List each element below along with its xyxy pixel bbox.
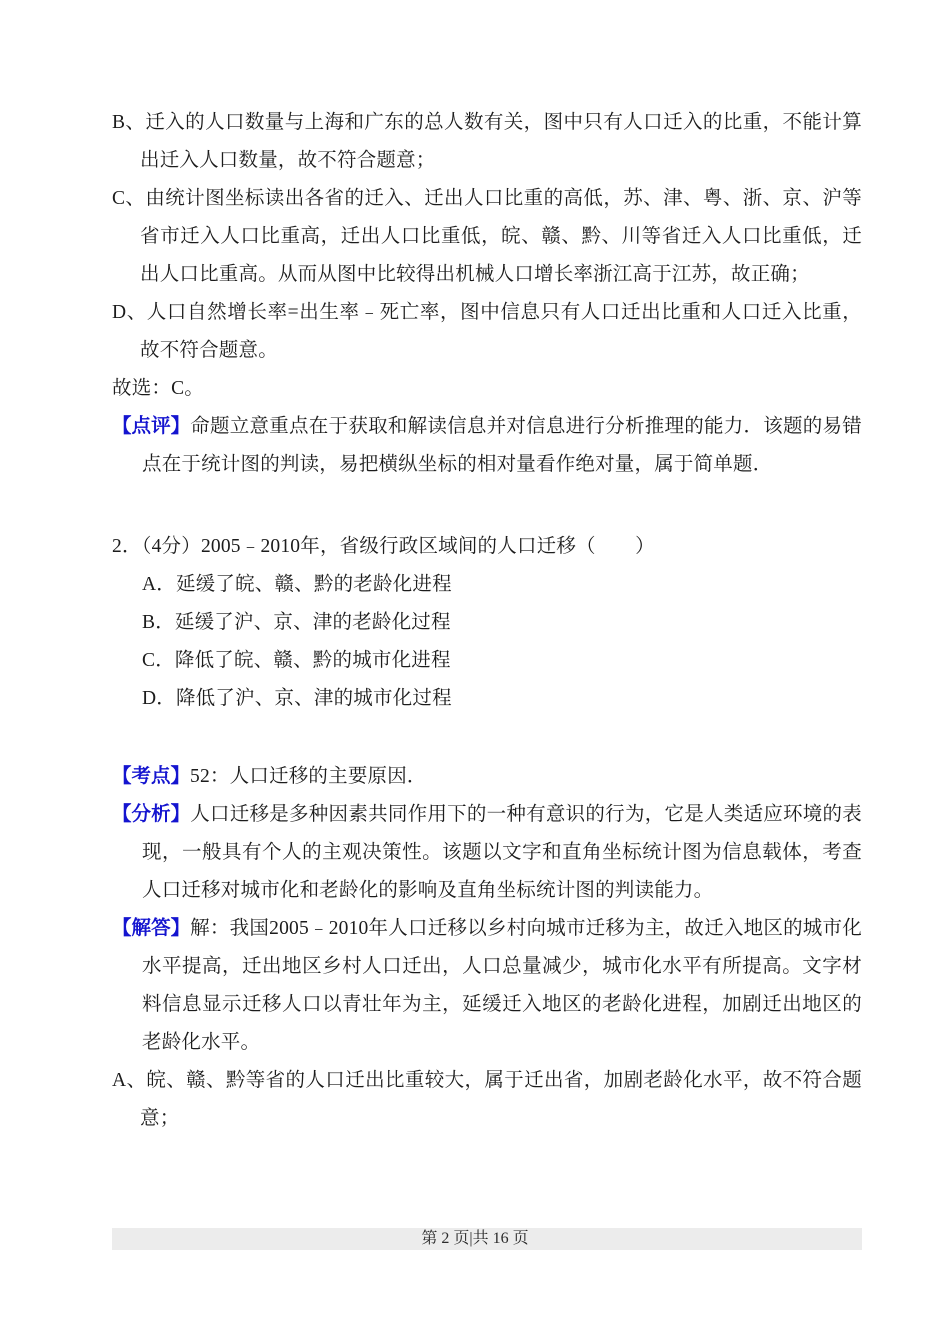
kaodian-text: 52：人口迁移的主要原因． xyxy=(190,766,427,787)
answer-line-d: D、人口自然增长率=出生率﹣死亡率，图中信息只有人口迁出比重和人口迁入比重，故不符合题意。 xyxy=(112,302,862,361)
answer-line-c: C、由统计图坐标读出各省的迁入、迁出人口比重的高低，苏、津、粤、浙、京、沪等省市迁入人口比重高，迁出人口比重低，皖、赣、黔、川等省迁入人口比重低，迁出人口比重高。从而从图中比较得出机械人口增长率浙江高于江苏，故正确； xyxy=(112,188,862,285)
jieda-text: 解：我国2005﹣2010年人口迁移以乡村向城市迁移为主，故迁入地区的城市化水平提高，迁出地区乡村人口迁出，人口总量减少，城市化水平有所提高。文字材料信息显示迁移人口以青壮年为主，延缓迁入地区的老龄化进程，加剧迁出地区的老龄化水平。 xyxy=(142,918,862,1053)
question-2-stem-text: （4分）2005﹣2010年，省级行政区域间的人口迁移（ ） xyxy=(141,536,655,557)
jieda-tag: 【解答】 xyxy=(112,918,191,939)
fenxi-text: 人口迁移是多种因素共同作用下的一种有意识的行为，它是人类适应环境的表现，一般具有个人的主观决策性。该题以文字和直角坐标统计图为信息载体，考查人口迁移对城市化和老龄化的影响及直角坐标统计图的判读能力。 xyxy=(142,804,862,901)
question-2-option-c[interactable]: C．降低了皖、赣、黔的城市化进程 xyxy=(142,650,451,671)
question-2-option-a[interactable]: A．延缓了皖、赣、黔的老龄化进程 xyxy=(142,574,452,595)
footer-total-prefix: 共 xyxy=(472,1230,489,1247)
jieda-paragraph xyxy=(112,910,862,1062)
footer-unit-1: 页 xyxy=(453,1230,470,1247)
section-gap-1 xyxy=(112,484,862,528)
footer-current-page: 2 xyxy=(441,1230,450,1247)
question-2-number: 2． xyxy=(112,536,142,557)
answer-conclusion: 故选：C。 xyxy=(112,378,205,399)
review-paragraph xyxy=(112,408,862,484)
footer-prefix: 第 xyxy=(421,1230,438,1247)
footer-page-indicator xyxy=(0,1226,950,1252)
question-2-stem xyxy=(112,528,862,566)
question-2-option-d[interactable]: D．降低了沪、京、津的城市化过程 xyxy=(142,688,452,709)
option-a-analysis: A、皖、赣、黔等省的人口迁出比重较大，属于迁出省，加剧老龄化水平，故不符合题意； xyxy=(112,1070,862,1129)
kaodian-paragraph xyxy=(112,758,862,796)
footer-separator: | xyxy=(469,1230,473,1247)
review-tag: 【点评】 xyxy=(112,416,191,437)
question-2-option-b[interactable]: B．延缓了沪、京、津的老龄化过程 xyxy=(142,612,451,633)
answer-line-b: B、迁入的人口数量与上海和广东的总人数有关，图中只有人口迁入的比重，不能计算出迁入人口数量，故不符合题意； xyxy=(112,112,862,171)
footer-unit-2: 页 xyxy=(512,1230,529,1247)
footer-total-pages: 16 xyxy=(492,1230,509,1247)
kaodian-tag: 【考点】 xyxy=(112,766,191,787)
review-text: 命题立意重点在于获取和解读信息并对信息进行分析推理的能力．该题的易错点在于统计图的判读，易把横纵坐标的相对量看作绝对量，属于简单题． xyxy=(142,416,862,475)
fenxi-tag: 【分析】 xyxy=(112,804,191,825)
section-gap-2 xyxy=(112,718,862,758)
fenxi-paragraph xyxy=(112,796,862,910)
